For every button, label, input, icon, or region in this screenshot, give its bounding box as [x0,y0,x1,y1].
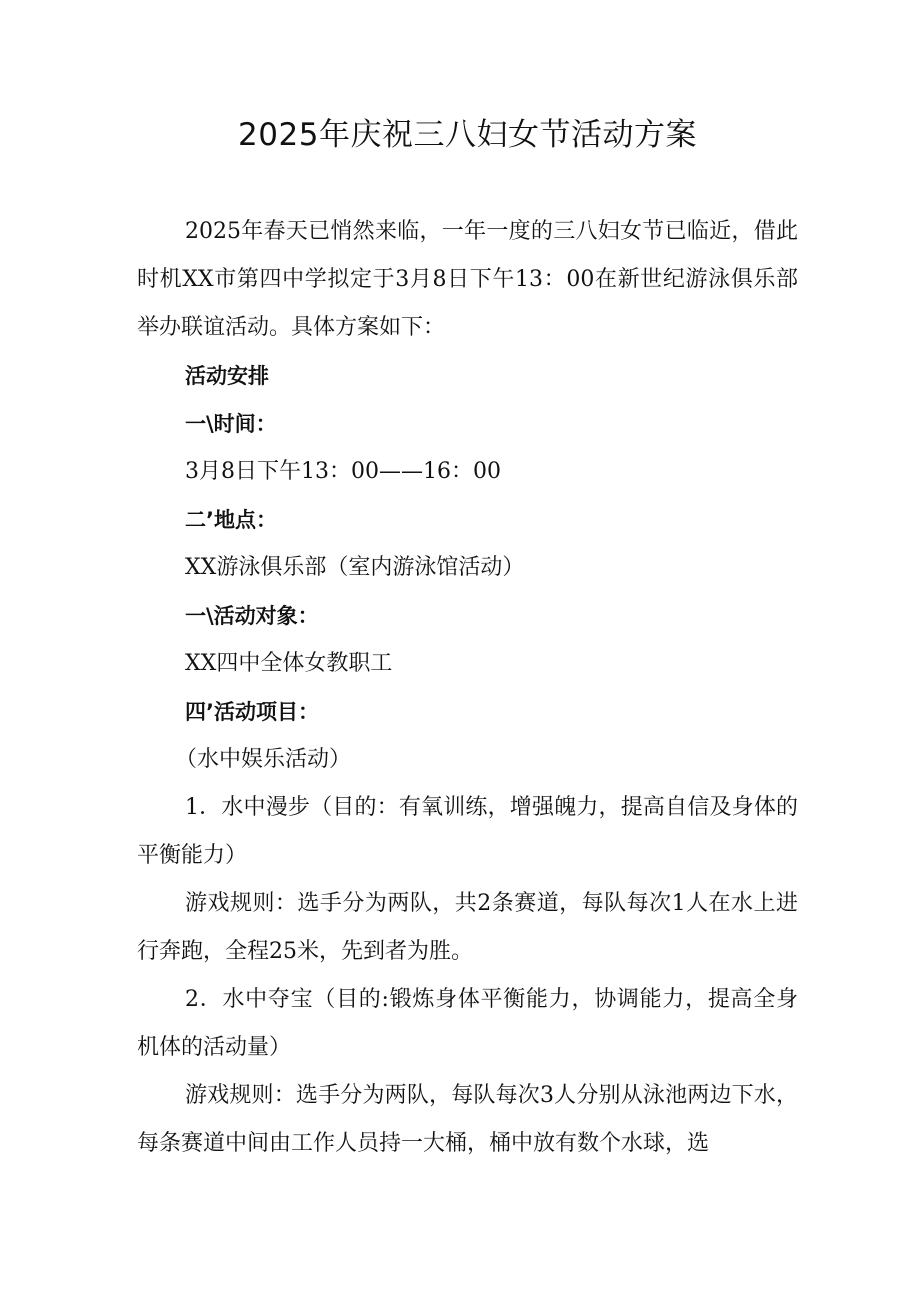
item1-rules: 游戏规则：选手分为两队，共2条赛道，每队每次1人在水上进行奔跑，全程25米，先到者为胜。 [137,891,798,964]
water-activities-label: （水中娱乐活动） [175,747,352,772]
audience-value: XX四中全体女教职工 [185,651,393,676]
place-value: XX游泳俱乐部（室内游泳馆活动） [185,555,525,580]
time-value: 3月8日下午13：00——16：00 [185,459,501,484]
item1-title: 1．水中漫步（目的：有氧训练，增强魄力，提高自信及身体的平衡能力） [137,795,798,868]
place-heading: 二’地点： [185,508,277,532]
item2-rules: 游戏规则：选手分为两队，每队每次3人分别从泳池两边下水，每条赛道中间由工作人员持一大桶，桶中放有数个水球，选 [137,1083,798,1156]
item2-title: 2．水中夺宝（目的:锻炼身体平衡能力，协调能力，提高全身机体的活动量） [137,987,798,1060]
time-heading: 一\时间： [185,412,277,436]
intro-paragraph: 2025年春天已悄然来临，一年一度的三八妇女节已临近，借此时机XX市第四中学拟定于3月8日下午13：00在新世纪游泳俱乐部举办联谊活动。具体方案如下： [137,219,798,340]
section-heading-activity-arrangement: 活动安排 [185,364,269,388]
items-heading: 四’活动项目： [185,700,319,724]
audience-heading: 一\活动对象： [185,604,319,628]
document-title: 2025年庆祝三八妇女节活动方案 [238,117,697,153]
